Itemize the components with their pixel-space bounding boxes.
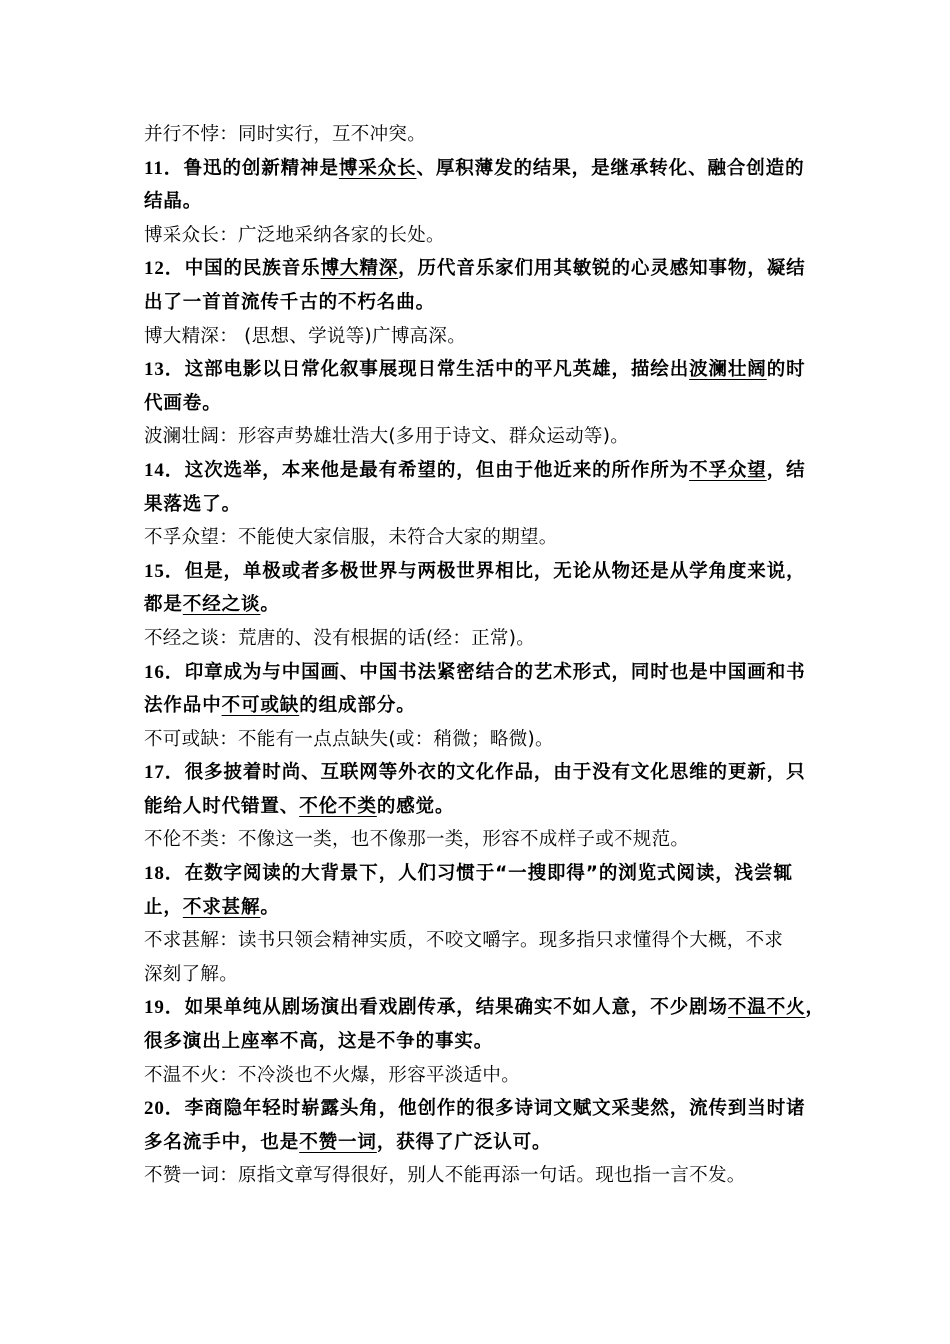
question-line: [144, 588, 824, 622]
question-number: 15．: [144, 560, 185, 582]
sentence-text: ，结: [766, 459, 806, 481]
sentence-text: 。: [260, 594, 280, 616]
sentence-text: 中国的民族音乐: [184, 258, 321, 280]
sentence-text: 。: [260, 896, 280, 918]
definition-line: 并行不悖：同时实行，互不冲突。: [144, 124, 427, 145]
question-line: [144, 185, 824, 219]
question-line: [144, 991, 824, 1025]
underlined-idiom: 博采众长: [338, 157, 417, 179]
question-line: [144, 152, 824, 186]
underlined-idiom: 不经之谈: [182, 594, 261, 616]
question-number: 12．: [144, 258, 185, 280]
question-number: 11．: [144, 157, 184, 179]
question-line: [144, 891, 824, 925]
question-number: 14．: [144, 459, 185, 481]
underlined-idiom: 博大精深: [320, 258, 399, 280]
definition-line: 波澜壮阔：形容声势雄壮浩大(多用于诗文、群众运动等)。: [144, 426, 630, 448]
sentence-text: 李商隐年轻时崭露头角，他创作的很多诗词文赋文采斐然，流传到当时诸: [184, 1098, 806, 1120]
question-line: [144, 790, 824, 824]
document-page: [144, 118, 824, 1193]
question-line: [144, 656, 824, 690]
sentence-text: 的组成部分。: [299, 695, 416, 717]
question-number: 17．: [144, 762, 185, 784]
question-line: [144, 1092, 824, 1126]
sentence-text: 能给人时代错置、: [144, 795, 300, 817]
sentence-text: ，获得了广泛认可。: [376, 1131, 552, 1153]
question-line: [144, 689, 824, 723]
sentence-text: 法作品中: [144, 695, 222, 717]
underlined-idiom: 不可或缺: [221, 695, 300, 717]
question-line: [144, 454, 824, 488]
sentence-text: 但是，单极或者多极世界与两极世界相比，无论从物还是从学角度来说，: [184, 560, 806, 582]
sentence-text: 结晶。: [144, 191, 203, 213]
question-line: [144, 286, 824, 320]
question-number: 18．: [144, 863, 185, 885]
underlined-idiom: 不赞一词: [299, 1131, 377, 1153]
question-number: 16．: [144, 661, 185, 683]
underlined-idiom: 不求甚解: [182, 896, 261, 918]
definition-line: 不温不火：不冷淡也不火爆，形容平淡适中。: [144, 1064, 521, 1086]
definition-line: 博大精深： (思想、学说等)广博高深。: [144, 325, 467, 347]
question-line: [144, 555, 824, 589]
question-line: [144, 488, 824, 522]
underlined-idiom: 不孚众望: [689, 459, 767, 481]
sentence-text: ，: [805, 997, 825, 1019]
question-number: 20．: [144, 1098, 185, 1120]
definition-line: 不赞一词：原指文章写得很好，别人不能再添一句话。现也指一言不发。: [144, 1165, 746, 1187]
sentence-text: 鲁迅的创新精神是: [183, 157, 339, 179]
definition-line: 不可或缺：不能有一点点缺失(或：稍微；略微)。: [144, 728, 554, 750]
question-number: 19．: [144, 997, 185, 1019]
sentence-text: ，历代音乐家们用其敏锐的心灵感知事物，凝结: [398, 258, 806, 280]
sentence-text: 都是: [144, 594, 183, 616]
definition-line: 不求甚解：读书只领会精神实质，不咬文嚼字。现多指只求懂得个大概，不求: [144, 930, 784, 952]
sentence-text: 、厚积薄发的结果，是继承转化、融合创造的: [416, 157, 805, 179]
sentence-text: 多名流手中，也是: [144, 1131, 300, 1153]
sentence-text: 印章成为与中国画、中国书法紧密结合的艺术形式，同时也是中国画和书: [184, 661, 806, 683]
question-number: 13．: [144, 359, 185, 381]
sentence-text: 出了一首首流传千古的不朽名曲。: [144, 291, 436, 313]
sentence-text: 很多披着时尚、互联网等外衣的文化作品，由于没有文化思维的更新，只: [184, 762, 806, 784]
sentence-text: 很多演出上座率不高，这是不争的事实。: [144, 1031, 494, 1053]
sentence-text: 这次选举，本来他是最有希望的，但由于他近来的所作所为: [184, 459, 690, 481]
definition-line: 不经之谈：荒唐的、没有根据的话(经：正常)。: [144, 627, 536, 649]
sentence-text: 止，: [144, 896, 183, 918]
question-line: [144, 1126, 824, 1160]
underlined-idiom: 波澜壮阔: [689, 359, 767, 381]
question-line: [144, 353, 824, 387]
question-line: [144, 1025, 824, 1059]
document-body: [144, 118, 824, 1193]
definition-line: 博采众长：广泛地采纳各家的长处。: [144, 224, 445, 246]
definition-line: 不孚众望：不能使大家信服，未符合大家的期望。: [144, 527, 558, 549]
definition-line: 深刻了解。: [144, 963, 239, 985]
sentence-text: 这部电影以日常化叙事展现日常生活中的平凡英雄，描绘出: [184, 359, 690, 381]
question-line: [144, 857, 824, 891]
sentence-text: 在数字阅读的大背景下，人们习惯于“一搜即得”的浏览式阅读，浅尝辄: [184, 863, 793, 885]
underlined-idiom: 不温不火: [727, 997, 806, 1019]
sentence-text: 如果单纯从剧场演出看戏剧传承，结果确实不如人意，不少剧场: [184, 997, 728, 1019]
definition-line: 不伦不类：不像这一类，也不像那一类，形容不成样子或不规范。: [144, 829, 690, 851]
question-line: [144, 387, 824, 421]
question-line: [144, 252, 824, 286]
sentence-text: 代画卷。: [144, 392, 222, 414]
underlined-idiom: 不伦不类: [299, 795, 377, 817]
question-line: [144, 756, 824, 790]
sentence-text: 的感觉。: [376, 795, 455, 817]
sentence-text: 果落选了。: [144, 493, 242, 515]
sentence-text: 的时: [766, 359, 806, 381]
